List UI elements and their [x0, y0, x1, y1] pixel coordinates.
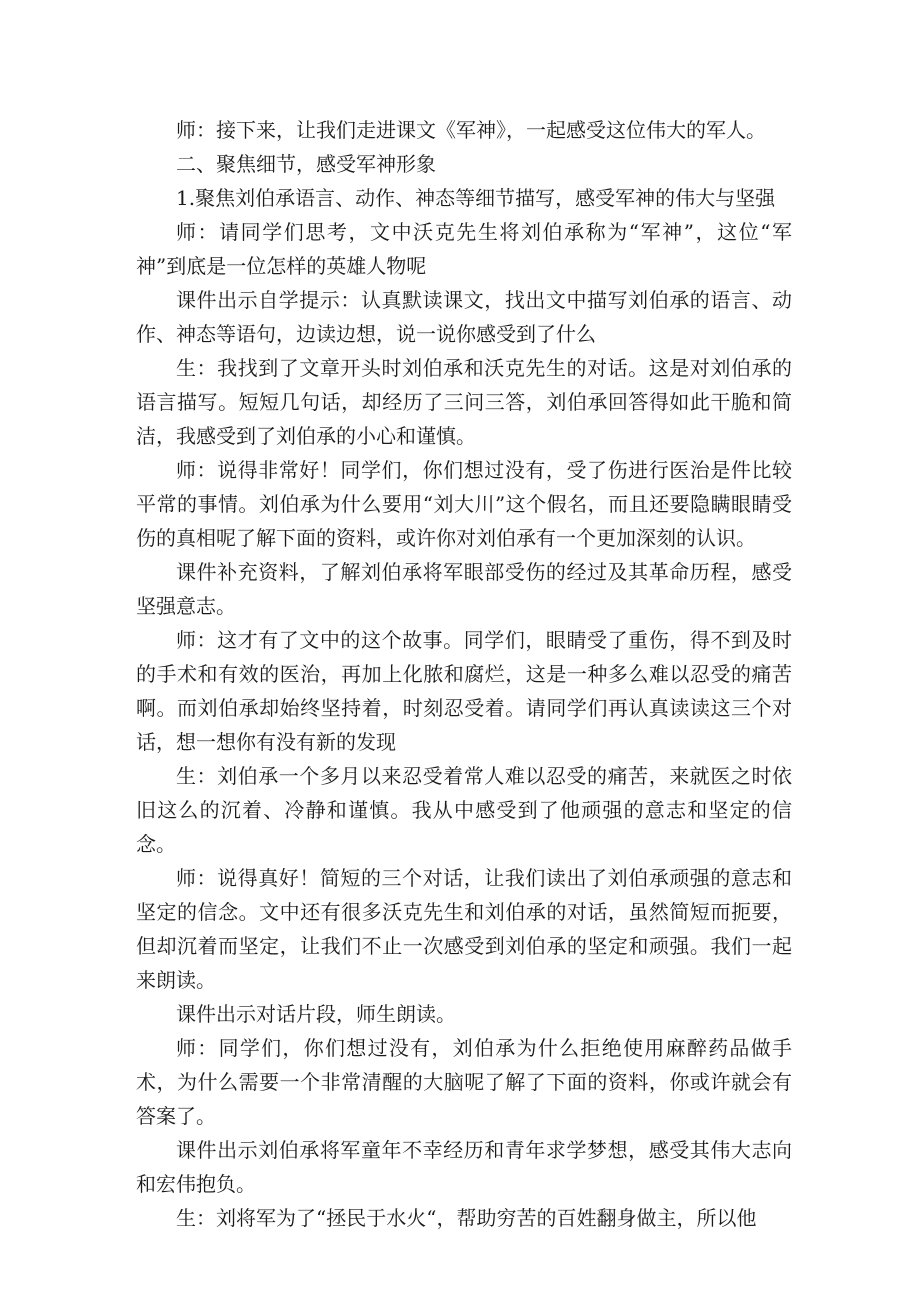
section-heading: 二、聚焦细节，感受军神形象: [176, 152, 436, 176]
paragraph: 师：说得真好！简短的三个对话，让我们读出了刘伯承顽强的意志和坚定的信念。文中还有很多沃克先生和刘伯承的对话，虽然简短而扼要，但却沉着而坚定，让我们不止一次感受到刘伯承的坚定和顽强。我们一起来朗读。: [136, 866, 792, 992]
paragraph: 师：说得非常好！同学们，你们想过没有，受了伤进行医治是件比较平常的事情。刘伯承为什么要用“刘大川”这个假名，而且还要隐瞒眼睛受伤的真相呢了解下面的资料，或许你对刘伯承有一个更加深刻的认识。: [136, 458, 792, 550]
paragraph: 生：刘将军为了“拯民于水火“，帮助穷苦的百姓翻身做主，所以他: [176, 1206, 757, 1230]
paragraph: 课件出示刘伯承将军童年不幸经历和青年求学梦想，感受其伟大志向和宏伟抱负。: [136, 1138, 792, 1196]
paragraph: 师：接下来，让我们走进课文《军神》，一起感受这位伟大的军人。: [176, 118, 766, 142]
paragraph: 课件出示自学提示：认真默读课文，找出文中描写刘伯承的语言、动作、神态等语句，边读边想，说一说你感受到了什么: [136, 288, 792, 346]
subsection-heading: 1.聚焦刘伯承语言、动作、神态等细节描写，感受军神的伟大与坚强: [176, 186, 776, 210]
paragraph: 生：刘伯承一个多月以来忍受着常人难以忍受的痛苦，来就医之时依旧这么的沉着、冷静和谨慎。我从中感受到了他顽强的意志和坚定的信念。: [136, 764, 792, 856]
paragraph: 课件补充资料，了解刘伯承将军眼部受伤的经过及其革命历程，感受坚强意志。: [136, 560, 792, 618]
paragraph: 生：我找到了文章开头时刘伯承和沃克先生的对话。这是对刘伯承的语言描写。短短几句话，却经历了三问三答，刘伯承回答得如此干脆和简洁，我感受到了刘伯承的小心和谨慎。: [136, 356, 792, 448]
document-body: [136, 113, 792, 1235]
paragraph: 师：同学们，你们想过没有，刘伯承为什么拒绝使用麻醉药品做手术，为什么需要一个非常清醒的大脑呢了解了下面的资料，你或许就会有答案了。: [136, 1036, 792, 1128]
paragraph: 师：这才有了文中的这个故事。同学们，眼睛受了重伤，得不到及时的手术和有效的医治，再加上化脓和腐烂，这是一种多么难以忍受的痛苦啊。而刘伯承却始终坚持着，时刻忍受着。请同学们再认真读读这三个对话，想一想你有没有新的发现: [136, 628, 792, 754]
paragraph: 师：请同学们思考，文中沃克先生将刘伯承称为“军神”，这位“军神”到底是一位怎样的英雄人物呢: [136, 220, 792, 278]
paragraph: 课件出示对话片段，师生朗读。: [176, 1002, 456, 1026]
